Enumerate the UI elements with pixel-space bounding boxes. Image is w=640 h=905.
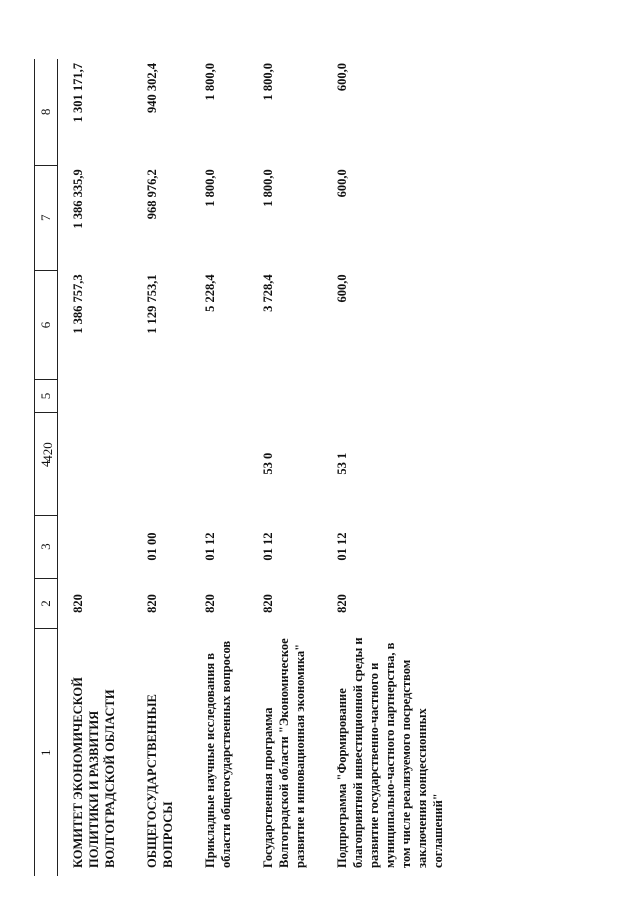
table-row bbox=[322, 59, 460, 876]
row-name: Подпрограмма "Формирование благоприятной инвестиционной среды и развитие государственно-частного и муниципально-частного партнерства, в том числе реализуемого посредством заключения концессионных соглашений" bbox=[335, 637, 445, 868]
row-code: 820 bbox=[203, 594, 217, 613]
row-value-8: 1 301 171,7 bbox=[71, 63, 85, 123]
row-section: 01 00 bbox=[145, 532, 159, 561]
page-number: 420 bbox=[40, 442, 55, 462]
row-type bbox=[132, 380, 190, 413]
row-value-7: 600,0 bbox=[335, 169, 349, 198]
table-header-row bbox=[35, 59, 58, 876]
row-name: КОМИТЕТ ЭКОНОМИЧЕСКОЙ ПОЛИТИКИ И РАЗВИТИЯ ВОЛГОГРАДСКОЙ ОБЛАСТИ bbox=[71, 677, 117, 868]
row-value-8: 940 302,4 bbox=[145, 63, 159, 113]
row-type bbox=[248, 380, 322, 413]
row-value-6: 5 228,4 bbox=[203, 274, 217, 312]
budget-table bbox=[34, 59, 460, 876]
row-value-6: 600,0 bbox=[335, 274, 349, 303]
column-header: 7 bbox=[35, 165, 58, 270]
row-value-8: 600,0 bbox=[335, 63, 349, 92]
row-value-6: 1 386 757,3 bbox=[71, 274, 85, 334]
row-name: Прикладные научные исследования в области общегосударственных вопросов bbox=[203, 640, 233, 868]
row-name: Государственная программа Волгоградской области "Экономическое развитие и инновационная экономика" bbox=[261, 638, 307, 868]
row-value-8: 1 800,0 bbox=[203, 63, 217, 101]
table-row bbox=[58, 59, 133, 876]
column-header: 6 bbox=[35, 270, 58, 379]
row-value-6: 3 728,4 bbox=[261, 274, 275, 312]
row-type bbox=[322, 380, 460, 413]
column-header: 5 bbox=[35, 380, 58, 413]
budget-table-container bbox=[34, 59, 584, 876]
row-type bbox=[58, 380, 133, 413]
row-section: 01 12 bbox=[335, 532, 349, 561]
row-code: 820 bbox=[335, 594, 349, 613]
row-name: ОБЩЕГОСУДАРСТВЕННЫЕ ВОПРОСЫ bbox=[145, 694, 175, 868]
row-section: 01 12 bbox=[261, 532, 275, 561]
column-header: 3 bbox=[35, 515, 58, 578]
row-code: 820 bbox=[71, 594, 85, 613]
row-target bbox=[132, 412, 190, 515]
row-target: 53 0 bbox=[261, 452, 275, 475]
row-value-6: 1 129 753,1 bbox=[145, 274, 159, 334]
column-header: 2 bbox=[35, 578, 58, 629]
column-header: 8 bbox=[35, 59, 58, 165]
row-value-7: 968 976,2 bbox=[145, 169, 159, 220]
row-code: 820 bbox=[145, 594, 159, 613]
row-value-7: 1 386 335,9 bbox=[71, 169, 85, 229]
row-section: 01 12 bbox=[203, 532, 217, 561]
row-target bbox=[190, 412, 248, 515]
table-row bbox=[190, 59, 248, 876]
column-header: 1 bbox=[35, 629, 58, 876]
row-target: 53 1 bbox=[335, 452, 349, 475]
row-code: 820 bbox=[261, 594, 275, 613]
row-value-7: 1 800,0 bbox=[261, 169, 275, 207]
row-target bbox=[58, 412, 133, 515]
row-value-8: 1 800,0 bbox=[261, 63, 275, 101]
table-row bbox=[248, 59, 322, 876]
table-row bbox=[132, 59, 190, 876]
row-section bbox=[58, 515, 133, 578]
row-type bbox=[190, 380, 248, 413]
column-header: 4 bbox=[35, 412, 58, 515]
row-value-7: 1 800,0 bbox=[203, 169, 217, 207]
